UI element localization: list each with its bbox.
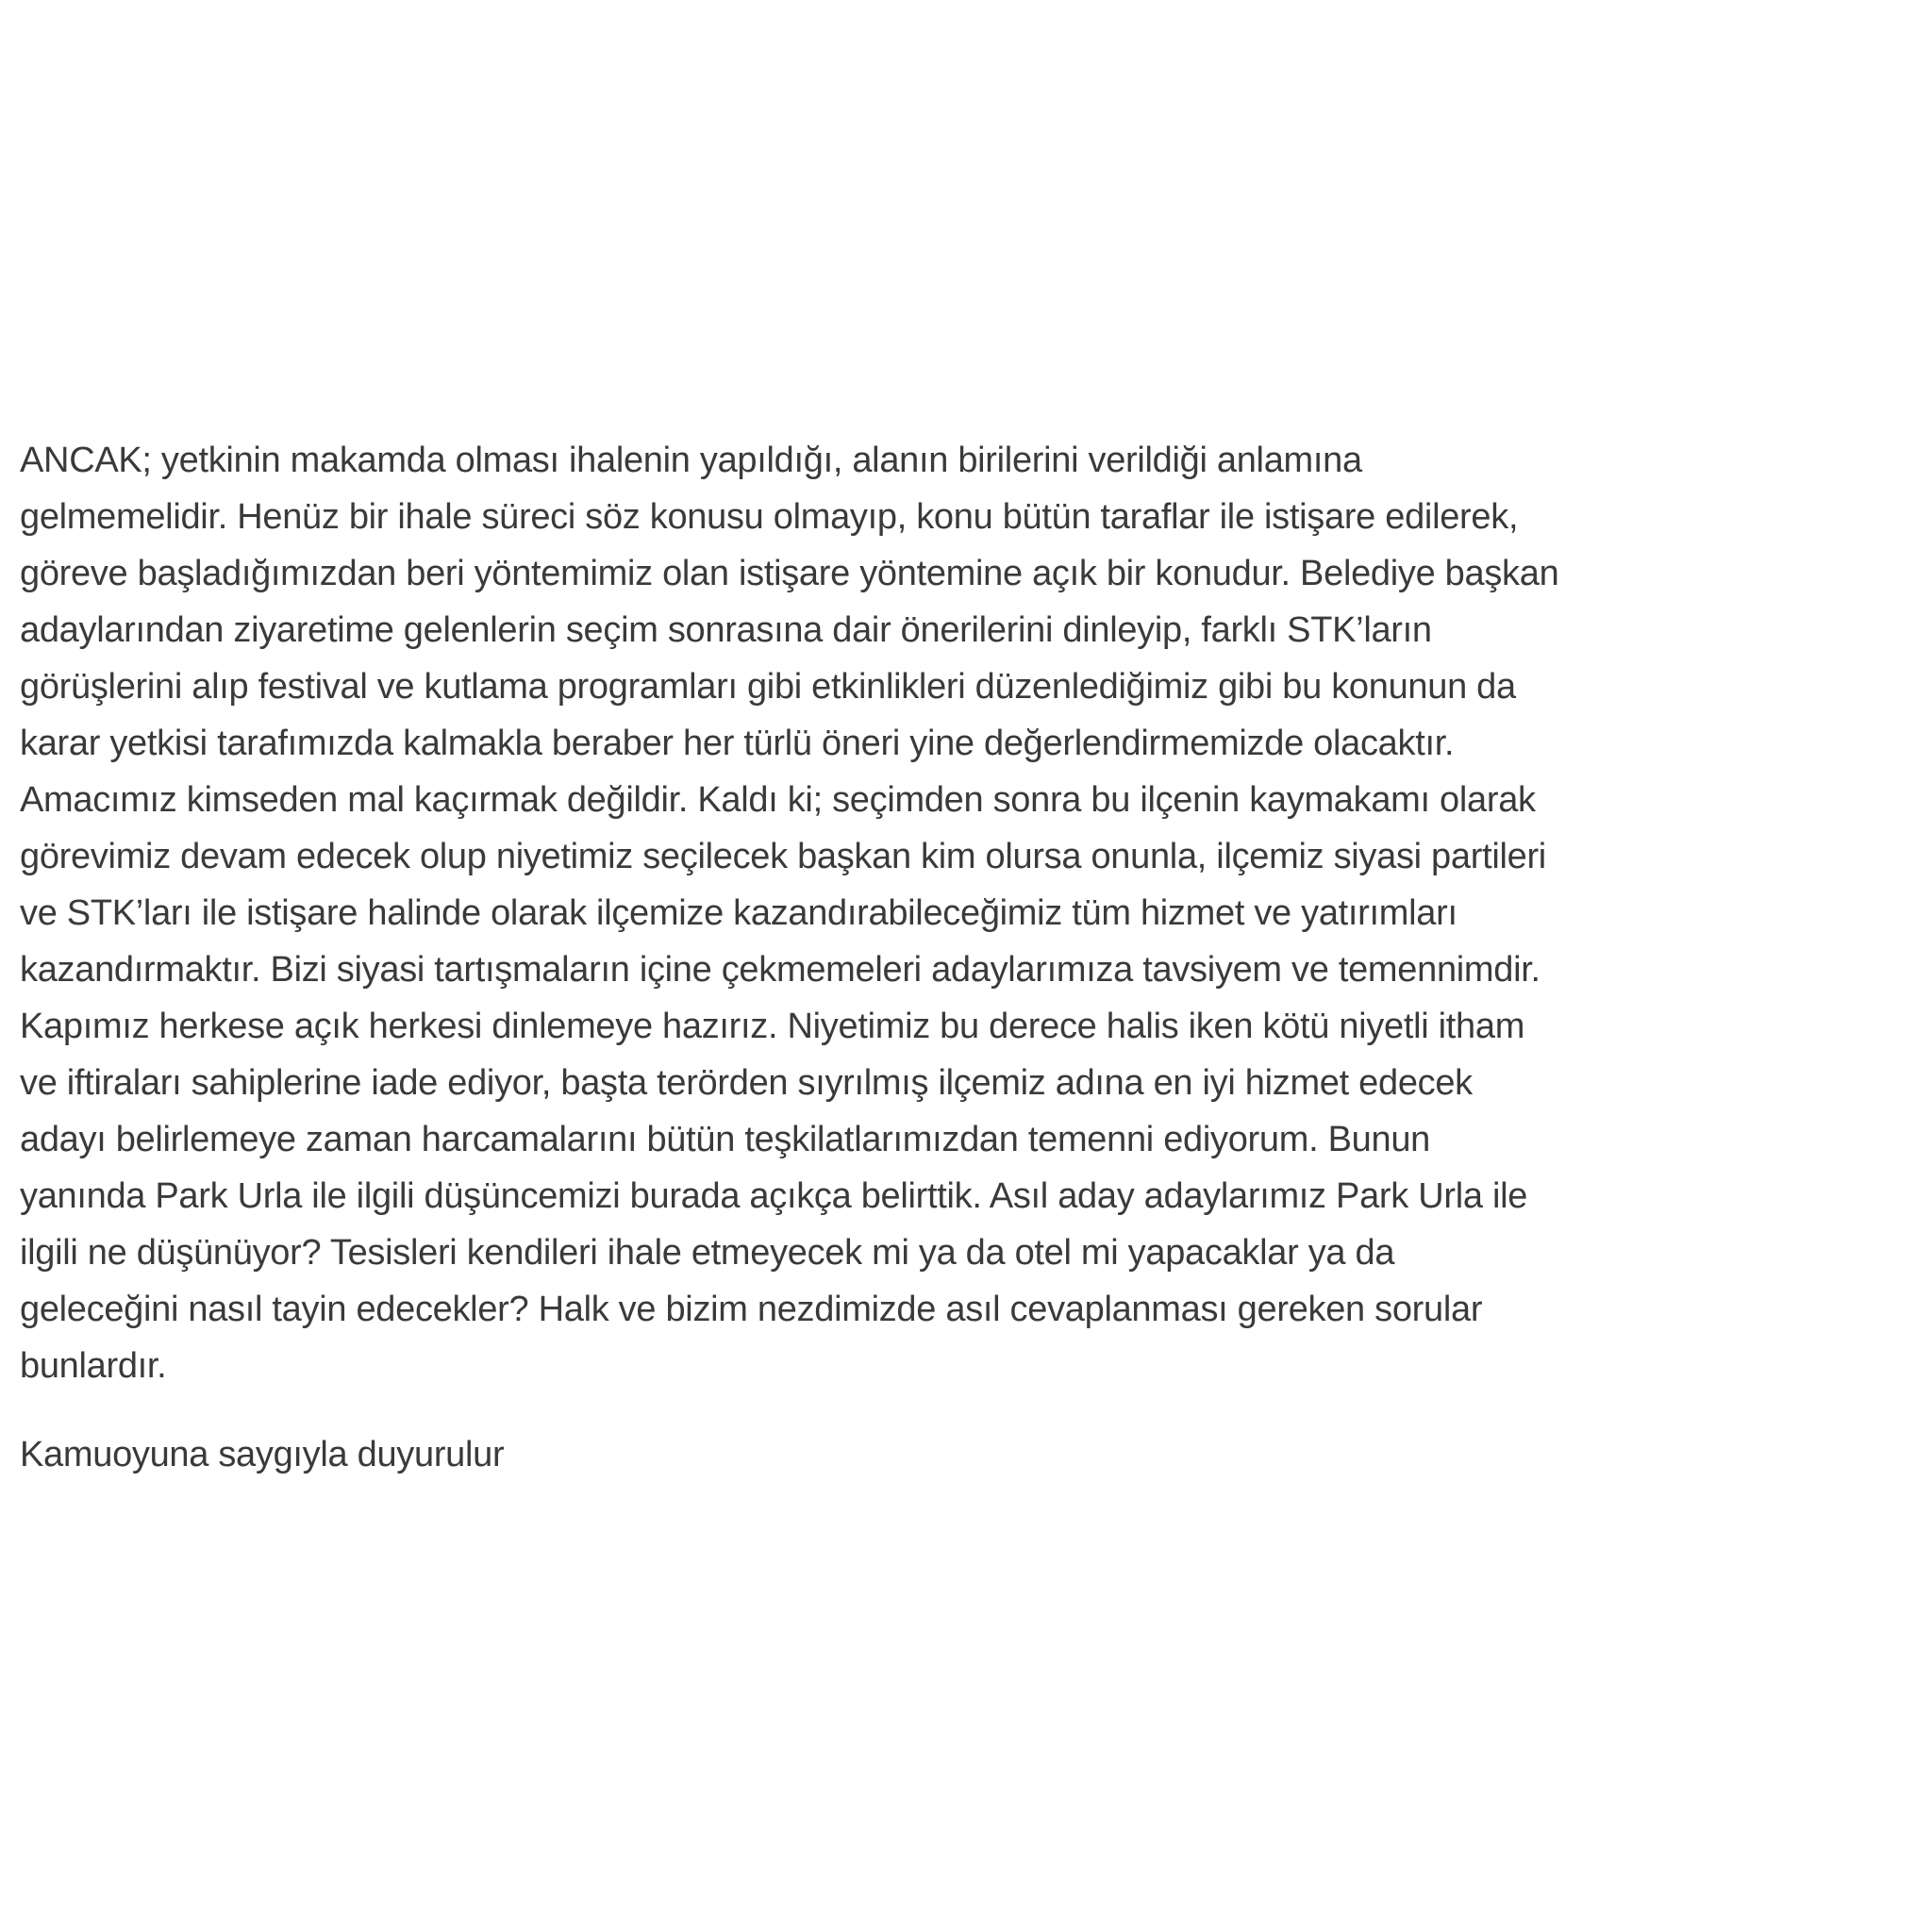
main-paragraph <box>20 432 1923 1394</box>
paragraph-line: gelmemelidir. Henüz bir ihale süreci söz konusu olmayıp, konu bütün taraflar ile istişare edilerek, <box>20 497 1519 537</box>
paragraph-line: ilgili ne düşünüyor? Tesisleri kendileri ihale etmeyecek mi ya da otel mi yapacaklar ya da <box>20 1233 1395 1273</box>
closing-line: Kamuoyuna saygıyla duyurulur <box>20 1435 505 1474</box>
paragraph-line: göreve başladığımızdan beri yöntemimiz olan istişare yöntemine açık bir konudur. Belediye başkan <box>20 554 1559 593</box>
paragraph-line: karar yetkisi tarafımızda kalmakla beraber her türlü öneri yine değerlendirmemizde olacaktır. <box>20 724 1455 763</box>
paragraph-line: görüşlerini alıp festival ve kutlama programları gibi etkinlikleri düzenlediğimiz gibi bu konunun da <box>20 667 1516 707</box>
announcement-text-block <box>20 432 1923 1483</box>
paragraph-line: ve iftiraları sahiplerine iade ediyor, başta terörden sıyrılmış ilçemiz adına en iyi hizmet edecek <box>20 1063 1473 1103</box>
paragraph-line: geleceğini nasıl tayin edecekler? Halk ve bizim nezdimizde asıl cevaplanması gereken sorular <box>20 1290 1483 1329</box>
paragraph-line: yanında Park Urla ile ilgili düşüncemizi burada açıkça belirttik. Asıl aday adaylarımız Park Urla ile <box>20 1176 1528 1216</box>
paragraph-line: görevimiz devam edecek olup niyetimiz seçilecek başkan kim olursa onunla, ilçemiz siyasi partileri <box>20 837 1546 876</box>
paragraph-line: adayı belirlemeye zaman harcamalarını bütün teşkilatlarımızdan temenni ediyorum. Bunun <box>20 1120 1430 1159</box>
paragraph-line: kazandırmaktır. Bizi siyasi tartışmaların içine çekmemeleri adaylarımıza tavsiyem ve temennimdir. <box>20 950 1541 990</box>
paragraph-line: Kapımız herkese açık herkesi dinlemeye hazırız. Niyetimiz bu derece halis iken kötü niyetli itham <box>20 1007 1525 1046</box>
paragraph-line: bunlardır. <box>20 1346 167 1386</box>
paragraph-line: ANCAK; yetkinin makamda olması ihalenin yapıldığı, alanın birilerini verildiği anlamına <box>20 441 1362 480</box>
paragraph-line: Amacımız kimseden mal kaçırmak değildir. Kaldı ki; seçimden sonra bu ilçenin kaymakamı olarak <box>20 780 1536 820</box>
paragraph-line: adaylarından ziyaretime gelenlerin seçim sonrasına dair önerilerini dinleyip, farklı STK’ların <box>20 610 1432 650</box>
paragraph-line: ve STK’ları ile istişare halinde olarak ilçemize kazandırabileceğimiz tüm hizmet ve yatırımları <box>20 893 1457 933</box>
